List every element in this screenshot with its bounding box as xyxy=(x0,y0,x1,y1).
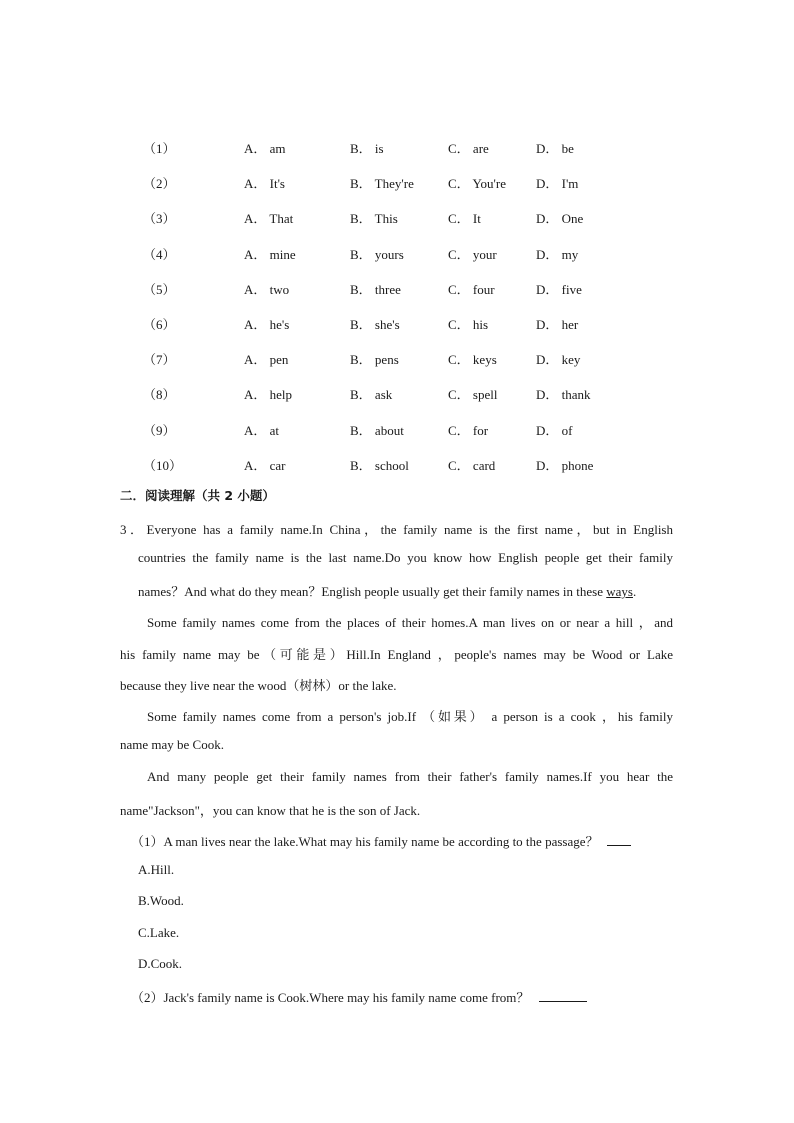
question-number: （10） xyxy=(143,458,183,473)
option-c: C． card xyxy=(448,458,496,473)
option-d: D． my xyxy=(536,247,579,262)
passage-line: Some family names come from the places of their homes.A man lives on or near a hill ，and xyxy=(147,615,673,630)
option-d: D． be xyxy=(536,141,574,156)
passage-line: because they live near the wood（树林）or the lake. xyxy=(120,678,397,693)
passage-line: name may be Cook. xyxy=(120,737,224,752)
question-number: （3） xyxy=(143,211,176,226)
question-2-text: （2）Jack's family name is Cook.Where may his family name come from？ xyxy=(131,990,530,1005)
option-row xyxy=(0,279,794,299)
option-a: A． pen xyxy=(244,352,289,367)
option-c: C． his xyxy=(448,317,489,332)
option-d: D． I'm xyxy=(536,176,579,191)
question-number: （1） xyxy=(143,141,176,156)
q1-option-d: D.Cook. xyxy=(138,956,183,971)
question-number: （4） xyxy=(143,247,176,262)
passage-line: his family name may be（可能是）Hill.In England ，people's names may be Wood or Lake xyxy=(120,647,673,662)
passage-line: And many people get their family names from their father's family names.If you hear the xyxy=(147,769,673,784)
question-number: （6） xyxy=(143,317,176,332)
option-b: B． school xyxy=(350,458,409,473)
question-1-text: （1）A man lives near the lake.What may his family name be according to the passage？ xyxy=(131,834,599,849)
passage-line: countries the family name is the last name.Do you know how English people get their family xyxy=(138,550,673,565)
option-row xyxy=(0,138,794,158)
option-row xyxy=(0,173,794,193)
option-d: D． her xyxy=(536,317,579,332)
option-d: D． thank xyxy=(536,387,591,402)
question-1-line xyxy=(131,831,631,850)
option-d: D． five xyxy=(536,282,582,297)
question-number: （2） xyxy=(143,176,176,191)
option-d: D． of xyxy=(536,423,573,438)
option-a: A． he's xyxy=(244,317,290,332)
option-a: A． am xyxy=(244,141,286,156)
answer-blank[interactable] xyxy=(607,833,631,846)
question-number: （7） xyxy=(143,352,176,367)
passage-line: 3．Everyone has a family name.In China，the family name is the first name，but in English xyxy=(120,522,673,537)
passage-text: names？And what do they mean？English people usually get their family names in these xyxy=(138,584,607,599)
passage-line: Some family names come from a person's job.If （如果） a person is a cook ，his family xyxy=(147,709,673,724)
passage-line: name"Jackson"，you can know that he is the son of Jack. xyxy=(120,803,421,818)
option-c: C． for xyxy=(448,423,489,438)
option-a: A． mine xyxy=(244,247,296,262)
question-number: （9） xyxy=(143,423,176,438)
option-c: C． are xyxy=(448,141,489,156)
question-number: （5） xyxy=(143,282,176,297)
option-b: B． ask xyxy=(350,387,393,402)
option-b: B． she's xyxy=(350,317,400,332)
option-c: C． It xyxy=(448,211,481,226)
option-a: A． That xyxy=(244,211,294,226)
option-a: A． help xyxy=(244,387,293,402)
option-c: C． your xyxy=(448,247,497,262)
q1-option-c: C.Lake. xyxy=(138,925,180,940)
option-c: C． You're xyxy=(448,176,506,191)
question-number: （8） xyxy=(143,387,176,402)
option-b: B． three xyxy=(350,282,401,297)
option-b: B． They're xyxy=(350,176,414,191)
option-a: A． two xyxy=(244,282,290,297)
option-c: C． keys xyxy=(448,352,497,367)
option-row xyxy=(0,314,794,334)
passage-line xyxy=(138,581,678,600)
option-row xyxy=(0,244,794,264)
section-title: 二．阅读理解（共 2 小题） xyxy=(120,488,275,503)
option-a: A． It's xyxy=(244,176,285,191)
option-a: A． car xyxy=(244,458,286,473)
option-b: B． pens xyxy=(350,352,399,367)
option-b: B． This xyxy=(350,211,398,226)
option-b: B． is xyxy=(350,141,384,156)
option-row xyxy=(0,384,794,404)
option-d: D． key xyxy=(536,352,581,367)
option-d: D． phone xyxy=(536,458,594,473)
option-row xyxy=(0,349,794,369)
option-c: C． four xyxy=(448,282,495,297)
option-a: A． at xyxy=(244,423,280,438)
option-b: B． about xyxy=(350,423,404,438)
underlined-word: ways xyxy=(606,584,633,599)
option-row xyxy=(0,208,794,228)
option-row xyxy=(0,455,794,475)
option-d: D． One xyxy=(536,211,584,226)
option-c: C． spell xyxy=(448,387,498,402)
option-row xyxy=(0,420,794,440)
passage-text: . xyxy=(632,584,637,599)
answer-blank[interactable] xyxy=(539,989,587,1002)
q1-option-b: B.Wood. xyxy=(138,893,184,908)
question-2-line xyxy=(131,987,587,1006)
option-b: B． yours xyxy=(350,247,404,262)
q1-option-a: A.Hill. xyxy=(138,862,175,877)
